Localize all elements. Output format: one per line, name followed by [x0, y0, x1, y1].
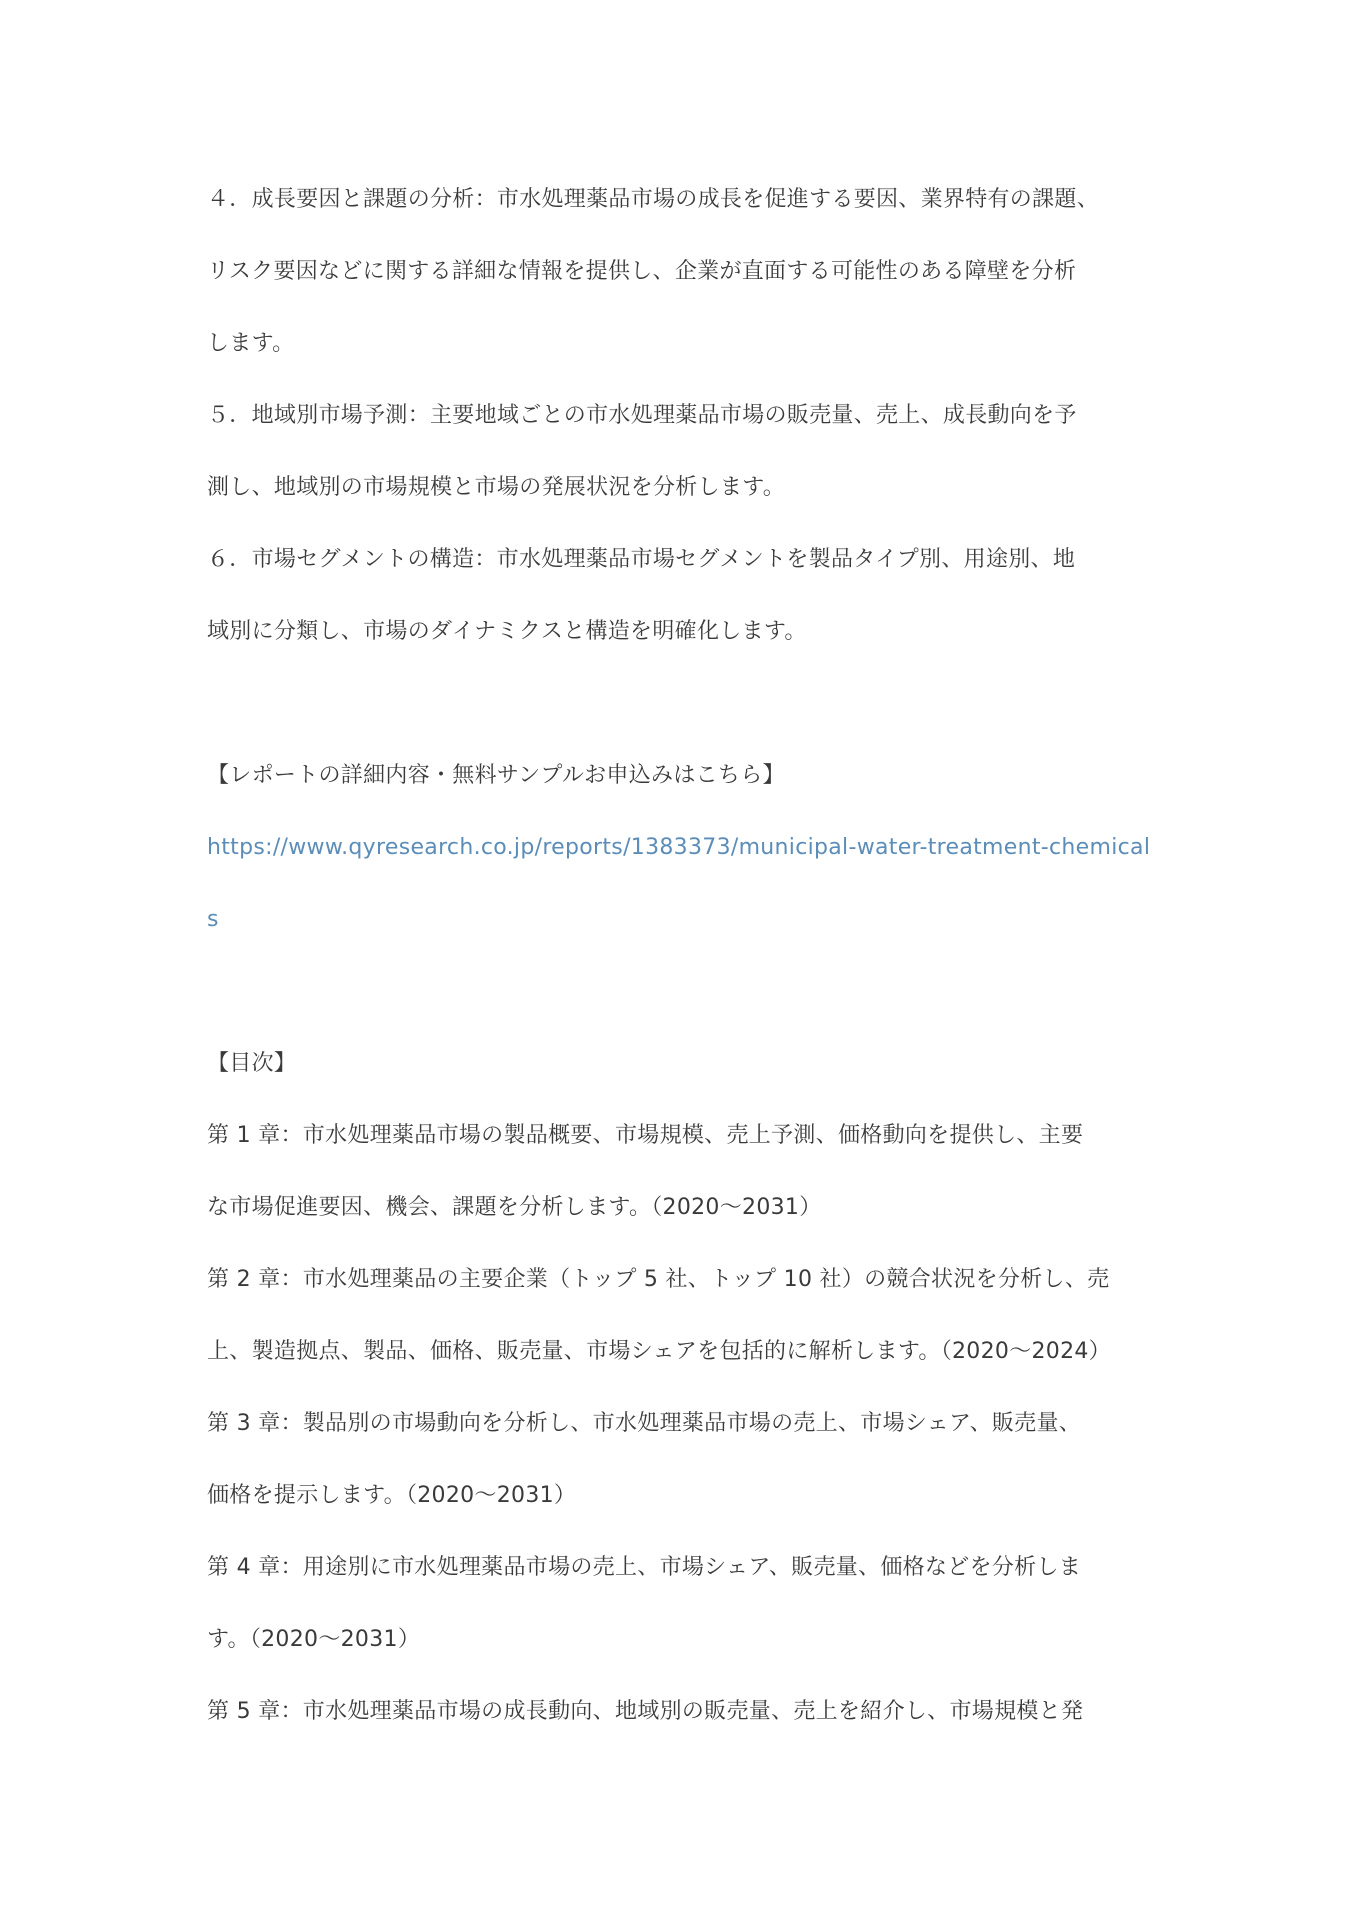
paragraph-line: ６．市場セグメントの構造：市水処理薬品市場セグメントを製品タイプ別、用途別、地	[207, 547, 1076, 572]
report-link[interactable]	[207, 818, 1167, 890]
report-url-link-tail[interactable]: s	[207, 907, 219, 932]
paragraph-line: ４．成長要因と課題の分析：市水処理薬品市場の成長を促進する要因、業界特有の課題、	[207, 187, 1100, 212]
spacer	[207, 674, 1167, 746]
toc-line: 第 2 章：市水処理薬品の主要企業（トップ 5 社、トップ 10 社）の競合状況を分析し、売	[207, 1267, 1110, 1292]
toc-line: 第 3 章：製品別の市場動向を分析し、市水処理薬品市場の売上、市場シェア、販売量、	[207, 1411, 1082, 1436]
toc-line: 上、製造拠点、製品、価格、販売量、市場シェアを包括的に解析します。（2020～2024）	[207, 1339, 1111, 1364]
toc-line: 第 1 章：市水処理薬品市場の製品概要、市場規模、売上予測、価格動向を提供し、主要	[207, 1123, 1084, 1148]
paragraph-line: リスク要因などに関する詳細な情報を提供し、企業が直面する可能性のある障壁を分析	[207, 259, 1077, 284]
report-detail-section	[207, 746, 1167, 962]
paragraph-line: 域別に分類し、市場のダイナミクスと構造を明確化します。	[207, 619, 807, 644]
toc-line: 第 4 章：用途別に市水処理薬品市場の売上、市場シェア、販売量、価格などを分析しま	[207, 1555, 1082, 1580]
report-heading: 【レポートの詳細内容・無料サンプルお申込みはこちら】	[207, 763, 785, 788]
paragraph-line: 測し、地域別の市場規模と市場の発展状況を分析します。	[207, 475, 786, 500]
toc-line: 価格を提示します。（2020～2031）	[207, 1483, 577, 1508]
section-growth-factors	[207, 170, 1167, 386]
document-page	[207, 170, 1167, 1754]
paragraph-line: します。	[207, 331, 295, 356]
toc-line: す。（2020～2031）	[207, 1627, 421, 1652]
toc-heading: 【目次】	[207, 1051, 297, 1076]
toc-line: な市場促進要因、機会、課題を分析します。（2020～2031）	[207, 1195, 822, 1220]
paragraph-line: ５．地域別市場予測：主要地域ごとの市水処理薬品市場の販売量、売上、成長動向を予	[207, 403, 1077, 428]
table-of-contents	[207, 1034, 1167, 1754]
report-url-link[interactable]: https://www.qyresearch.co.jp/reports/1383373/municipal-water-treatment-chemical	[207, 835, 1151, 860]
spacer	[207, 962, 1167, 1034]
section-regional-forecast	[207, 386, 1167, 530]
section-segment-structure	[207, 530, 1167, 674]
report-link-continued[interactable]	[207, 890, 1167, 962]
toc-line: 第 5 章：市水処理薬品市場の成長動向、地域別の販売量、売上を紹介し、市場規模と発	[207, 1699, 1084, 1724]
